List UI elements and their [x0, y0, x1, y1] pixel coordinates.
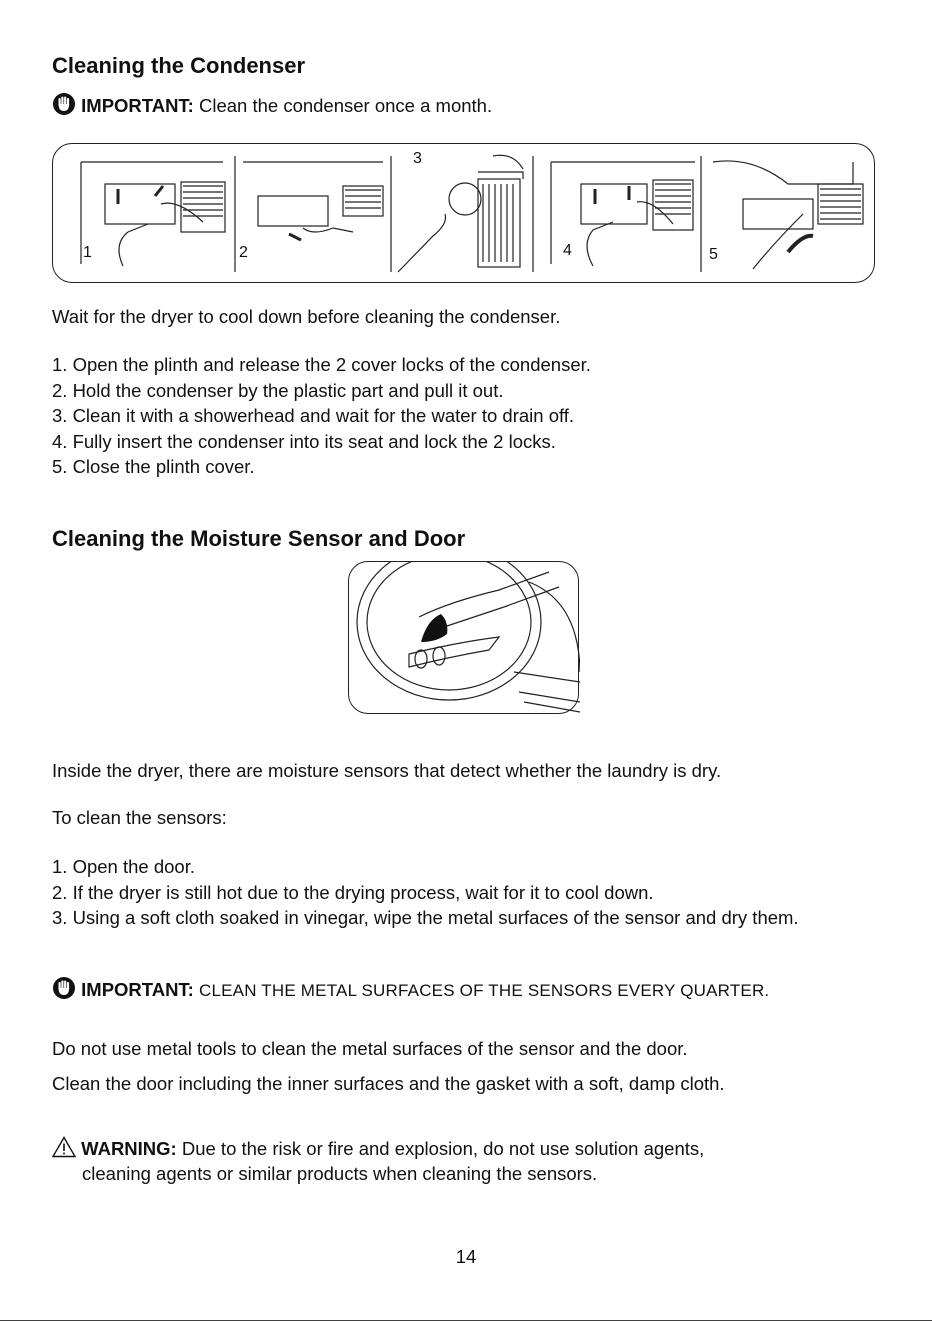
- note-metal-tools: Do not use metal tools to clean the metal surfaces of the sensor and the door.: [52, 1038, 688, 1059]
- bottom-rule: [0, 1320, 932, 1321]
- condenser-steps-drawing: [53, 144, 876, 284]
- warning-label: WARNING:: [81, 1138, 177, 1159]
- sensor-intro: Inside the dryer, there are moisture sensors that detect whether the laundry is dry.: [52, 760, 722, 781]
- sensor-to-clean: To clean the sensors:: [52, 807, 227, 828]
- panel-number-5: 5: [709, 246, 718, 263]
- note-clean-door: Clean the door including the inner surfaces and the gasket with a soft, damp cloth.: [52, 1073, 725, 1094]
- important-label: IMPORTANT:: [81, 979, 194, 1000]
- list-item: 4. Fully insert the condenser into its seat and lock the 2 locks.: [52, 430, 556, 452]
- condenser-steps-list: [52, 352, 591, 480]
- warning-triangle-icon: [52, 1136, 76, 1158]
- list-item: 3. Clean it with a showerhead and wait for the water to drain off.: [52, 405, 575, 426]
- condenser-intro: Wait for the dryer to cool down before cleaning the condenser.: [52, 306, 561, 327]
- panel-number-2: 2: [239, 244, 248, 261]
- list-item: 2. If the dryer is still hot due to the drying process, wait for it to cool down.: [52, 881, 654, 903]
- important-text: Clean the condenser once a month.: [198, 95, 493, 116]
- sensor-drawing: [349, 562, 580, 715]
- panel-number-1: 1: [83, 244, 92, 261]
- list-item: 1. Open the door.: [52, 856, 195, 877]
- hand-stop-icon: [52, 92, 76, 116]
- important-note-sensor: [52, 976, 769, 1003]
- sensor-steps-list: [52, 854, 896, 931]
- warning-line-1: [52, 1136, 704, 1161]
- warning-line-2: cleaning agents or similar products when cleaning the sensors.: [82, 1163, 598, 1184]
- sensor-illustration: [348, 561, 579, 714]
- list-item: 3. Using a soft cloth soaked in vinegar, wipe the metal surfaces of the sensor and dry them.: [52, 907, 799, 928]
- important-text: CLEAN THE METAL SURFACES OF THE SENSORS EVERY QUARTER.: [198, 981, 770, 1000]
- panel-number-3: 3: [413, 150, 422, 167]
- list-item: 1. Open the plinth and release the 2 cover locks of the condenser.: [52, 354, 591, 375]
- list-item: 5. Close the plinth cover.: [52, 456, 255, 477]
- important-label: IMPORTANT:: [81, 95, 194, 116]
- list-item: 2. Hold the condenser by the plastic part and pull it out.: [52, 379, 504, 401]
- warning-note: [52, 1136, 704, 1186]
- condenser-steps-illustration: [52, 143, 875, 283]
- warning-text-1: Due to the risk or fire and explosion, do not use solution agents,: [181, 1138, 705, 1159]
- panel-number-4: 4: [563, 242, 572, 259]
- section-title-condenser: Cleaning the Condenser: [52, 53, 306, 78]
- hand-stop-icon: [52, 976, 76, 1000]
- page-number: 14: [455, 1246, 477, 1267]
- important-note-condenser: [52, 92, 492, 118]
- section-title-sensor: Cleaning the Moisture Sensor and Door: [52, 526, 466, 551]
